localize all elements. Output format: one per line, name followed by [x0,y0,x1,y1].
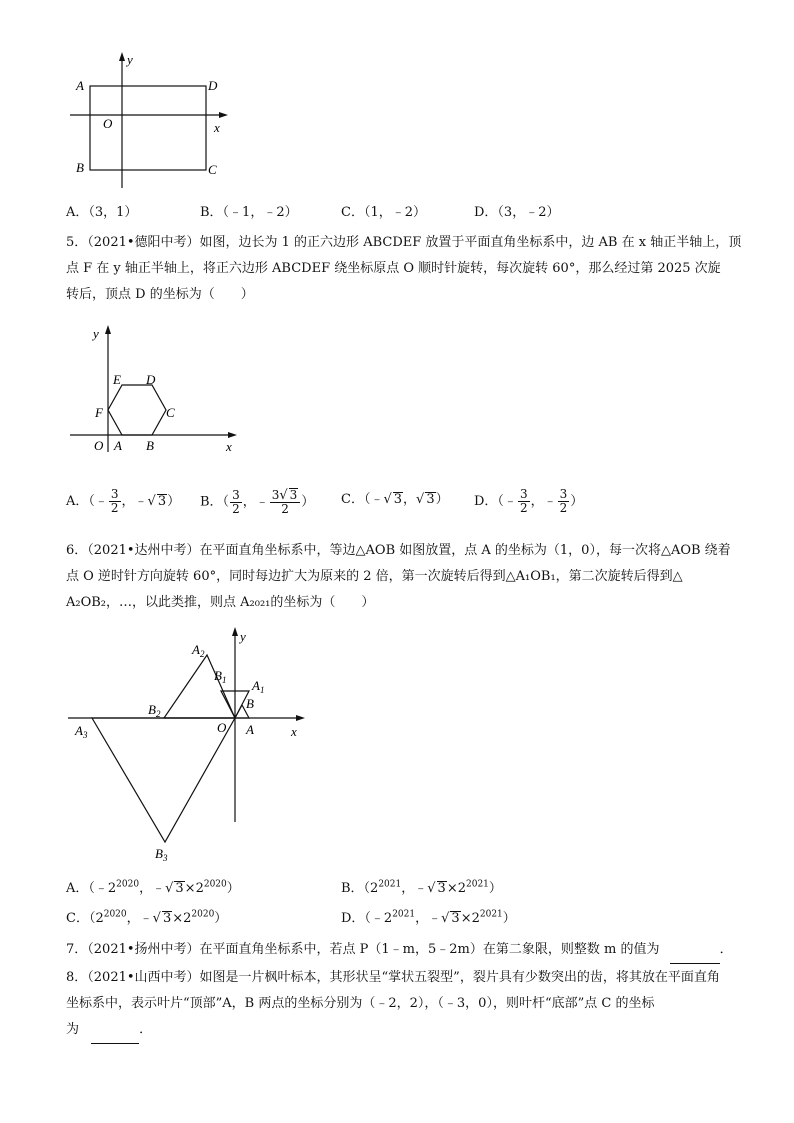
hex-label-F: F [95,405,103,420]
hex-label-D: D [146,372,156,387]
q5-options [66,488,756,522]
q5-option-c[interactable]: C．（﹣√ 3，√ 3） [341,492,449,507]
q8-line-1: 8．（2021•山西中考）如图是一片枫叶标本，其形状呈“掌状五裂型”，裂片具有少数突出的齿，将其放在平面直角 [66,970,720,985]
q6-line-2: 点 O 逆时针方向旋转 60°，同时每边扩大为原来的 2 倍，第一次旋转后得到△A₁OB₁，第二次旋转后得到△ [66,569,683,584]
q5-line-3: 转后，顶点 D 的坐标为（ ） [66,287,254,302]
q5-stem [66,230,756,308]
q6-line-3: A₂OB₂，…，以此类推，则点 A₂₀₂₁的坐标为（ ） [66,595,375,610]
q6-options-row1 [66,877,756,897]
q8-line-3: 为 ． [66,1017,756,1044]
hex-label-y: y [93,326,99,341]
label-B: B [76,160,84,175]
q4-option-d[interactable]: D．（3，﹣2） [474,205,560,220]
q4-figure [60,48,240,198]
q8-answer-blank[interactable] [91,1017,139,1044]
label-A: A [76,78,84,93]
label-A: A [246,722,254,737]
label-A3: $A_3$ [75,723,88,740]
q6-option-c[interactable]: C．（$2^{2020}$，﹣√ $3\times 2^{2020}$） [66,909,228,926]
q8-stem [66,965,756,1044]
q6-line-1: 6．（2021•达州中考）在平面直角坐标系中，等边△AOB 如图放置，点 A 的坐标为（1，0），每一次将△AOB 绕着 [66,543,731,558]
hex-label-E: E [113,372,121,387]
q4-option-a[interactable]: A．（3，1） [66,205,138,220]
hex-label-A: A [114,438,122,453]
label-A2: $A_2$ [192,642,205,659]
q7-answer-blank[interactable] [670,937,720,964]
hex-label-x: x [226,439,232,454]
q5-option-d[interactable]: D．（﹣ $\frac{3}{2}$ ，﹣ $\frac{3}{2}$ ） [474,487,584,515]
label-B1: $B_1$ [214,668,227,685]
label-x: x [214,120,220,135]
q4-option-b[interactable]: B．（﹣1，﹣2） [200,205,298,220]
q6-triangle-figure [60,624,320,866]
q5-line-2: 点 F 在 y 轴正半轴上，将正六边形 ABCDEF 绕坐标原点 O 顺时针旋转，每次旋转 60°，那么经过第 2025 次旋 [66,261,721,276]
label-O: O [217,720,227,735]
q8-line-2: 坐标系中，表示叶片“顶部”A，B 两点的坐标分别为（﹣2，2），（﹣3，0），则叶杆“底部”点 C 的坐标 [66,996,655,1011]
label-y: y [127,52,133,67]
q6-option-b[interactable]: B．（$2^{2021}$，﹣√ $3\times 2^{2021}$） [341,879,502,896]
hex-label-O: O [94,438,104,453]
q6-options-row2 [66,907,756,927]
q7-end: ． [719,942,733,957]
q5-option-a[interactable]: A．（﹣ $\frac{3}{2}$ ，﹣√ 3） [66,487,181,515]
label-y: y [240,629,246,644]
q5-option-b[interactable]: B．（ $\frac{3}{2}$ ，﹣ $\frac{3√ 3}{2}$ ） [200,487,315,516]
q7-stem [66,937,756,964]
q5-hexagon-figure [66,322,246,457]
hex-label-C: C [166,405,175,420]
label-D: D [208,78,218,93]
q5-line-1: 5．（2021•德阳中考）如图，边长为 1 的正六边形 ABCDEF 放置于平面直角坐标系中，边 AB 在 x 轴正半轴上，顶 [66,235,742,250]
label-B: B [246,696,254,711]
hex-label-B: B [146,438,154,453]
label-B2: $B_2$ [148,702,161,719]
q4-options [66,201,756,219]
q6-stem [66,538,756,616]
label-x: x [291,724,297,739]
q6-option-d[interactable]: D．（$﹣2^{2021}$，﹣√ $3\times 2^{2021}$） [341,909,516,926]
q6-option-a[interactable]: A．（$﹣2^{2020}$，﹣√ $3\times 2^{2020}$） [66,879,240,896]
label-A1: $A_1$ [252,678,265,695]
label-O: O [103,116,113,131]
label-C: C [208,162,217,177]
q7-text: 7．（2021•扬州中考）在平面直角坐标系中，若点 P（1﹣m，5﹣2m）在第二象限，则整数 m 的值为 [66,942,660,957]
label-B3: $B_3$ [155,846,168,863]
q4-option-c[interactable]: C．（1，﹣2） [341,205,426,220]
